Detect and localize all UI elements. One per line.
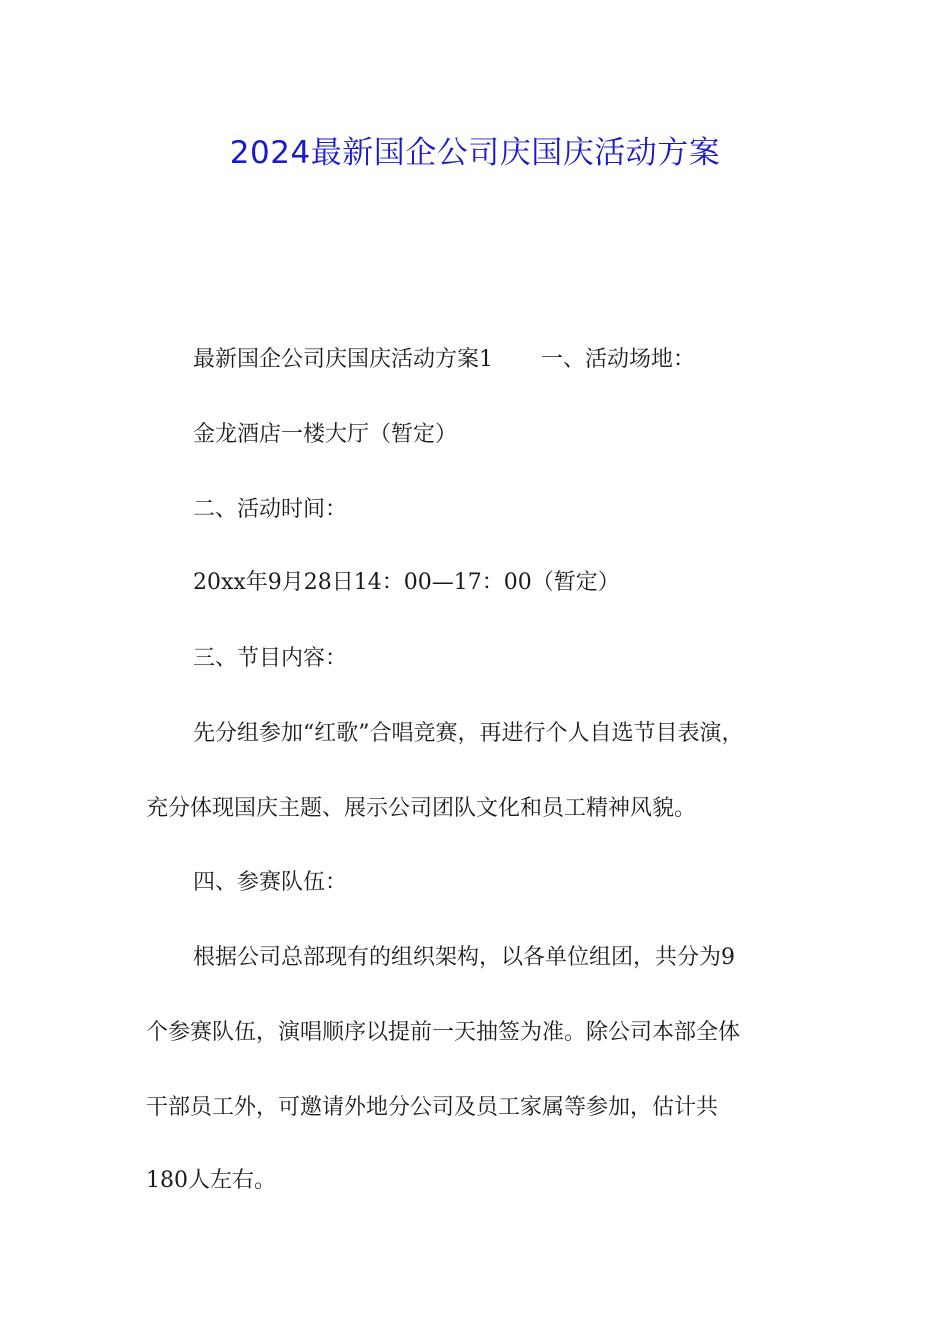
time-heading: 二、活动时间：	[193, 497, 348, 522]
time-text: 20xx年9月28日14：00—17：00（暂定）	[193, 570, 620, 595]
teams-heading: 四、参赛队伍：	[193, 870, 348, 895]
program-heading: 三、节目内容：	[193, 646, 348, 671]
teams-text-line-2: 个参赛队伍，演唱顺序以提前一天抽签为准。除公司本部全体	[146, 1020, 741, 1045]
document-title: 2024最新国企公司庆国庆活动方案	[229, 135, 721, 171]
program-text-line-1: 先分组参加“红歌”合唱竞赛，再进行个人自选节目表演，	[193, 721, 744, 746]
program-text-line-2: 充分体现国庆主题、展示公司团队文化和员工精神风貌。	[146, 796, 697, 821]
teams-text-line-4: 180人左右。	[146, 1168, 276, 1193]
venue-heading: 一、活动场地：	[541, 347, 696, 372]
teams-text-line-3: 干部员工外，可邀请外地分公司及员工家属等参加，估计共	[146, 1095, 719, 1120]
paragraph-line-1	[193, 343, 695, 377]
venue-text: 金龙酒店一楼大厅（暂定）	[193, 422, 458, 447]
teams-text-line-1: 根据公司总部现有的组织架构，以各单位组团，共分为9	[193, 945, 735, 970]
section-heading-1: 最新国企公司庆国庆活动方案1	[193, 347, 493, 372]
